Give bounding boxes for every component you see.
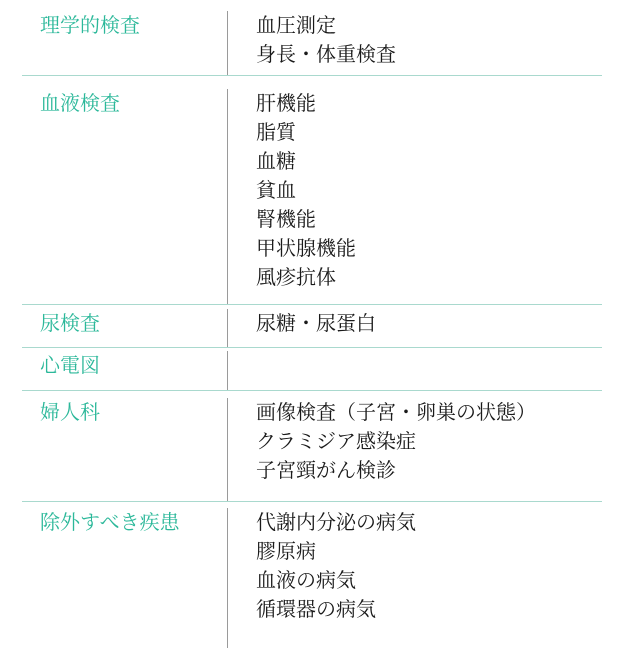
list-item: クラミジア感染症 bbox=[256, 429, 416, 453]
list-item: 尿糖・尿蛋白 bbox=[256, 311, 376, 335]
item-list bbox=[227, 309, 602, 347]
list-item: 子宮頸がん検診 bbox=[256, 458, 396, 482]
list-item: 代謝内分泌の病気 bbox=[256, 510, 416, 534]
list-item: 身長・体重検査 bbox=[256, 42, 396, 66]
item-list bbox=[227, 11, 602, 75]
list-item: 腎機能 bbox=[256, 207, 316, 231]
list-item: 血液の病気 bbox=[256, 568, 356, 592]
item-list bbox=[227, 398, 602, 501]
list-item: 血糖 bbox=[256, 149, 296, 173]
list-item: 甲状腺機能 bbox=[256, 236, 356, 260]
table-row-gynecology bbox=[22, 391, 602, 502]
item-list bbox=[227, 508, 602, 648]
category-label: 心電図 bbox=[40, 353, 100, 377]
item-list bbox=[227, 351, 602, 390]
table-row-urine-test bbox=[22, 305, 602, 348]
table-row-blood-test bbox=[22, 76, 602, 305]
category-label: 理学的検査 bbox=[40, 13, 140, 37]
exam-table bbox=[22, 0, 602, 648]
category-label: 婦人科 bbox=[40, 400, 100, 424]
category-label: 尿検査 bbox=[40, 311, 100, 335]
table-row-exclusions bbox=[22, 502, 602, 648]
list-item: 循環器の病気 bbox=[256, 597, 376, 621]
list-item: 画像検査（子宮・卵巣の状態） bbox=[256, 400, 536, 424]
list-item: 血圧測定 bbox=[256, 13, 336, 37]
list-item: 肝機能 bbox=[256, 91, 316, 115]
list-item: 貧血 bbox=[256, 178, 296, 202]
table-row-ecg bbox=[22, 348, 602, 391]
table-row-physical-exam bbox=[22, 0, 602, 76]
list-item: 風疹抗体 bbox=[256, 265, 336, 289]
category-label: 除外すべき疾患 bbox=[40, 510, 180, 534]
list-item: 膠原病 bbox=[256, 539, 316, 563]
item-list bbox=[227, 89, 602, 304]
list-item: 脂質 bbox=[256, 120, 296, 144]
category-label: 血液検査 bbox=[40, 91, 120, 115]
